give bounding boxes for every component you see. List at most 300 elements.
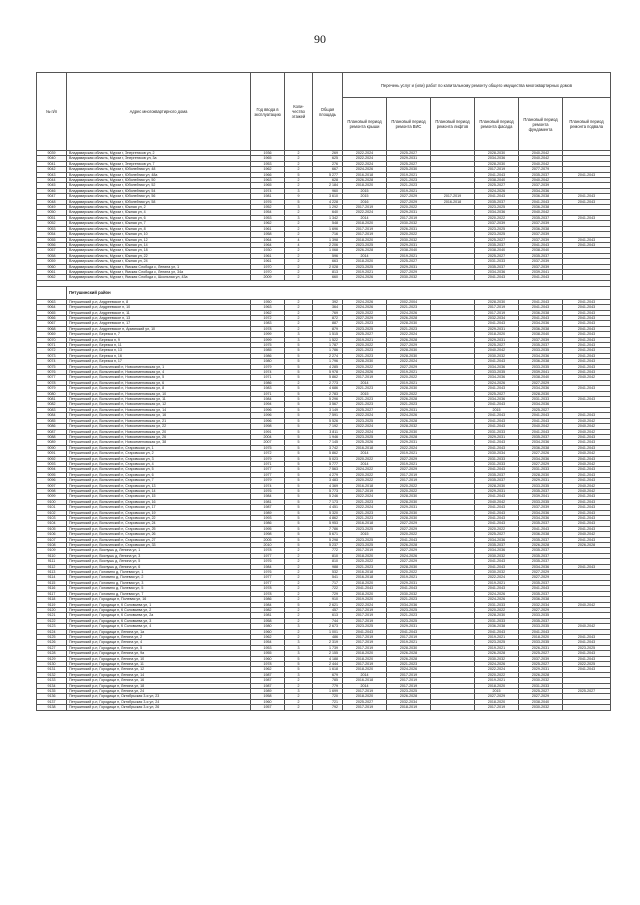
row-floors-cell: 5	[285, 521, 313, 526]
row-year-cell: 1960	[251, 656, 285, 661]
row-roof-cell: 2014	[343, 215, 387, 220]
row-year-cell: 1991	[251, 429, 285, 434]
row-facade-cell: 2041-2043	[475, 445, 519, 450]
row-basement-cell: 2041-2043	[563, 215, 611, 220]
row-number-cell: 9081	[37, 397, 67, 402]
row-roof-cell: 2023-2025	[343, 434, 387, 439]
row-facade-cell: 2041-2043	[475, 418, 519, 423]
row-number-cell: 9085	[37, 418, 67, 423]
row-floors-cell: 5	[285, 359, 313, 364]
row-facade-cell: 2030-2032	[475, 353, 519, 358]
row-foundation-cell: 2041-2043	[519, 315, 563, 320]
row-foundation-cell: 2038-2040	[519, 332, 563, 337]
row-year-cell: 1970	[251, 269, 285, 274]
row-address-cell: Петушинский р-н, Вольгинский п, Новосеменовская ул, 6	[67, 380, 251, 385]
row-year-cell: 1974	[251, 188, 285, 193]
row-number-cell: 9128	[37, 651, 67, 656]
row-address-cell: Петушинский р-н, Вольгинский п, Старовская ул, 19	[67, 510, 251, 515]
header-vis-period: Плановый период ремонта ВИС	[387, 98, 431, 151]
row-address-cell: Петушинский р-н, Городищи п, К Соловьева ул, 4	[67, 624, 251, 629]
row-roof-cell: 2014	[343, 253, 387, 258]
row-floors-cell: 2	[285, 326, 313, 331]
row-basement-cell: 2040-2042	[563, 488, 611, 493]
row-number-cell: 9114	[37, 575, 67, 580]
row-facade-cell: 2041-2043	[475, 494, 519, 499]
row-foundation-cell: 2026-2028	[519, 543, 563, 548]
row-area-cell: 887	[313, 321, 343, 326]
row-foundation-cell: 2034-2036	[519, 440, 563, 445]
row-facade-cell: 2041-2043	[475, 386, 519, 391]
row-facade-cell: 2034-2036	[475, 210, 519, 215]
row-number-cell: 9099	[37, 494, 67, 499]
row-roof-cell: 2022-2024	[343, 602, 387, 607]
row-number-cell: 9088	[37, 434, 67, 439]
row-floors-cell: 5	[285, 418, 313, 423]
row-basement-cell: 2041-2043	[563, 305, 611, 310]
section-murom	[37, 151, 611, 281]
row-year-cell: 1953	[251, 645, 285, 650]
row-number-cell: 9052	[37, 221, 67, 226]
row-vis-cell: 2028-2030	[387, 386, 431, 391]
row-address-cell: Владимирская область, Муром г, Южная ул, 14	[67, 242, 251, 247]
row-basement-cell: 2026-2028	[563, 543, 611, 548]
row-vis-cell: 2023-2025	[387, 618, 431, 623]
row-foundation-cell: 2026-2028	[519, 672, 563, 677]
row-roof-cell: 2017-2019	[343, 705, 387, 710]
row-area-cell: 5 526	[313, 418, 343, 423]
row-area-cell: 1 786	[313, 348, 343, 353]
row-area-cell: 1 618	[313, 667, 343, 672]
row-roof-cell: 2025-2027	[343, 407, 387, 412]
row-address-cell: Петушинский р-н, Березка п, 9	[67, 337, 251, 342]
row-number-cell: 9131	[37, 667, 67, 672]
row-vis-cell: 2027-2029	[387, 343, 431, 348]
row-basement-cell: 2041-2043	[563, 242, 611, 247]
row-facade-cell: 2023-2025	[475, 640, 519, 645]
row-roof-cell: 2024-2026	[343, 275, 387, 280]
row-floors-cell: 4	[285, 242, 313, 247]
row-area-cell: 5 277	[313, 172, 343, 177]
row-year-cell: 1998	[251, 532, 285, 537]
row-area-cell: 3 149	[313, 407, 343, 412]
row-foundation-cell: 2037-2039	[519, 337, 563, 342]
row-basement-cell: 2041-2043	[563, 359, 611, 364]
row-vis-cell: 2028-2030	[387, 516, 431, 521]
row-floors-cell: 5	[285, 478, 313, 483]
row-number-cell: 9069	[37, 332, 67, 337]
row-vis-cell: 2041-2043	[387, 537, 431, 542]
row-floors-cell: 2	[285, 597, 313, 602]
row-number-cell: 9084	[37, 413, 67, 418]
row-address-cell: Петушинский р-н, Головино д, Полевая ул, 7	[67, 591, 251, 596]
row-floors-cell: 5	[285, 494, 313, 499]
row-number-cell: 9070	[37, 337, 67, 342]
row-roof-cell: 2022-2024	[343, 151, 387, 156]
row-area-cell: 4 686	[313, 386, 343, 391]
header-year: Год ввода в эксплуатацию	[251, 73, 285, 151]
row-roof-cell: 2020-2022	[343, 364, 387, 369]
row-facade-cell: 2034-2036	[475, 364, 519, 369]
row-basement-cell	[563, 705, 611, 710]
row-area-cell: 2 444	[313, 661, 343, 666]
row-year-cell: 1971	[251, 375, 285, 380]
row-year-cell: 1986	[251, 597, 285, 602]
row-area-cell: 541	[313, 575, 343, 580]
row-year-cell: 1987	[251, 678, 285, 683]
row-area-cell: 1 522	[313, 337, 343, 342]
row-vis-cell: 2019-2021	[387, 575, 431, 580]
row-floors-cell: 2	[285, 705, 313, 710]
row-address-cell: Петушинский р-н, Березка п, 17	[67, 359, 251, 364]
row-address-cell: Петушинский р-н, Головино д, Полевая ул, 1	[67, 570, 251, 575]
row-facade-cell: 2041-2043	[475, 413, 519, 418]
row-facade-cell: 2031-2033	[475, 461, 519, 466]
row-vis-cell: 2027-2029	[387, 526, 431, 531]
row-floors-cell: 2	[285, 275, 313, 280]
row-year-cell: 1971	[251, 391, 285, 396]
row-area-cell: 722	[313, 586, 343, 591]
row-roof-cell: 2027-2029	[343, 315, 387, 320]
row-number-cell: 9095	[37, 472, 67, 477]
row-roof-cell: 2022-2024	[343, 156, 387, 161]
row-vis-cell: 2017-2019	[387, 215, 431, 220]
row-roof-cell: 2018-2020	[343, 553, 387, 558]
row-number-cell: 9055	[37, 237, 67, 242]
row-vis-cell: 2019-2021	[387, 640, 431, 645]
row-area-cell: 4 188	[313, 656, 343, 661]
row-area-cell: 548	[313, 221, 343, 226]
row-roof-cell: 2016-2018	[343, 575, 387, 580]
row-basement-cell: 2041-2043	[563, 172, 611, 177]
row-facade-cell: 2034-2036	[475, 397, 519, 402]
row-roof-cell: 2017-2019	[343, 205, 387, 210]
row-facade-cell: 2015	[475, 407, 519, 412]
row-address-cell: Петушинский р-н, Головино д, Полевая ул, 3	[67, 580, 251, 585]
row-floors-cell: 2	[285, 553, 313, 558]
row-foundation-cell: 2041-2043	[519, 413, 563, 418]
row-foundation-cell: 2036-2038	[519, 205, 563, 210]
row-area-cell: 276	[313, 161, 343, 166]
row-roof-cell: 2025-2027	[343, 699, 387, 704]
row-basement-cell: 2041-2043	[563, 667, 611, 672]
row-roof-cell: 2041-2043	[343, 629, 387, 634]
row-floors-cell: 5	[285, 199, 313, 204]
header-number: № п/п	[37, 73, 67, 151]
row-number-cell: 9123	[37, 624, 67, 629]
row-area-cell: 720	[313, 694, 343, 699]
row-basement-cell: 2041-2043	[563, 537, 611, 542]
row-number-cell: 9135	[37, 689, 67, 694]
row-address-cell: Петушинский р-н, Березка п, 16	[67, 353, 251, 358]
row-number-cell: 9126	[37, 640, 67, 645]
row-floors-cell: 2	[285, 613, 313, 618]
row-foundation-cell: 2037-2039	[519, 264, 563, 269]
row-basement-cell: 2041-2043	[563, 326, 611, 331]
row-floors-cell: 3	[285, 205, 313, 210]
row-number-cell: 9060	[37, 264, 67, 269]
row-foundation-cell: 2025-2027	[519, 651, 563, 656]
row-basement-cell: 2041-2043	[563, 634, 611, 639]
row-roof-cell: 2021-2023	[343, 321, 387, 326]
row-floors-cell: 5	[285, 602, 313, 607]
row-address-cell: Петушинский р-н, Вольгинский п, Старовская ул, 14	[67, 488, 251, 493]
row-address-cell: Владимирская область, Муром г, Южная ул, 24	[67, 259, 251, 264]
row-roof-cell: 2023-2025	[343, 326, 387, 331]
row-floors-cell: 5	[285, 499, 313, 504]
row-number-cell: 9125	[37, 634, 67, 639]
row-foundation-cell: 2035-2037	[519, 537, 563, 542]
repair-schedule-sheet	[36, 72, 610, 711]
row-year-cell: 1987	[251, 505, 285, 510]
row-vis-cell: 2017-2019	[387, 478, 431, 483]
row-area-cell: 457	[313, 607, 343, 612]
row-foundation-cell: 2038-2040	[519, 699, 563, 704]
row-basement-cell: 2041-2043	[563, 564, 611, 569]
row-roof-cell: 2018-2020	[343, 591, 387, 596]
row-year-cell: 1962	[251, 634, 285, 639]
row-number-cell: 9068	[37, 326, 67, 331]
row-floors-cell: 5	[285, 537, 313, 542]
row-foundation-cell: 2037-2039	[519, 505, 563, 510]
row-facade-cell: 2017-2019	[475, 305, 519, 310]
row-floors-cell: 5	[285, 402, 313, 407]
row-facade-cell: 2041-2043	[475, 321, 519, 326]
row-address-cell: Петушинский р-н, Вольгинский п, Новосеменовская ул, 26	[67, 434, 251, 439]
row-year-cell: 1962	[251, 667, 285, 672]
row-facade-cell: 2041-2043	[475, 510, 519, 515]
row-basement-cell: 2040-2042	[563, 602, 611, 607]
row-number-cell: 9109	[37, 548, 67, 553]
row-roof-cell: 2024-2026	[343, 370, 387, 375]
row-vis-cell: 2022-2024	[387, 359, 431, 364]
row-year-cell: 1960	[251, 699, 285, 704]
row-area-cell: 2 274	[313, 353, 343, 358]
row-vis-cell: 2029-2031	[387, 264, 431, 269]
row-floors-cell: 2	[285, 559, 313, 564]
row-area-cell: 5 773	[313, 488, 343, 493]
row-area-cell: 2 621	[313, 602, 343, 607]
row-foundation-cell: 2027-2029	[519, 607, 563, 612]
row-facade-cell: 2017-2019	[475, 310, 519, 315]
row-area-cell: 3 811	[313, 429, 343, 434]
row-year-cell: 1980	[251, 624, 285, 629]
row-roof-cell: 2023-2025	[343, 242, 387, 247]
row-area-cell: 4 451	[313, 505, 343, 510]
row-number-cell: 9064	[37, 305, 67, 310]
row-vis-cell: 2020-2022	[387, 375, 431, 380]
row-vis-cell: 2026-2028	[387, 397, 431, 402]
row-facade-cell: 2034-2036	[475, 156, 519, 161]
row-address-cell: Петушинский р-н, Воспушь д, Ленина ул, 6	[67, 564, 251, 569]
row-basement-cell: 2041-2043	[563, 413, 611, 418]
row-year-cell: 1960	[251, 629, 285, 634]
row-foundation-cell: 2033-2035	[519, 640, 563, 645]
row-floors-cell: 5	[285, 505, 313, 510]
row-area-cell: 2 773	[313, 380, 343, 385]
row-vis-cell: 2019-2021	[387, 461, 431, 466]
row-foundation-cell: 2037-2039	[519, 259, 563, 264]
row-vis-cell: 2026-2028	[387, 543, 431, 548]
row-floors-cell: 5	[285, 370, 313, 375]
row-foundation-cell: 2035-2037	[519, 618, 563, 623]
row-floors-cell: 5	[285, 656, 313, 661]
row-vis-cell: 2027-2029	[387, 199, 431, 204]
row-number-cell: 9090	[37, 445, 67, 450]
row-roof-cell: 2020-2022	[343, 456, 387, 461]
row-floors-cell: 5	[285, 413, 313, 418]
row-floors-cell: 3	[285, 640, 313, 645]
row-area-cell: 5 862	[313, 451, 343, 456]
row-vis-cell: 2021-2023	[387, 402, 431, 407]
row-foundation-cell: 2039-2041	[519, 370, 563, 375]
row-vis-cell: 2017-2019	[387, 472, 431, 477]
row-address-cell: Петушинский р-н, Вольгинский п, Новосеменовская ул, 38	[67, 440, 251, 445]
row-facade-cell: 2034-2036	[475, 375, 519, 380]
row-number-cell: 9072	[37, 348, 67, 353]
row-basement-cell: 2041-2043	[563, 199, 611, 204]
row-facade-cell: 2035-2037	[475, 543, 519, 548]
row-floors-cell: 2	[285, 259, 313, 264]
row-vis-cell: 2028-2030	[387, 353, 431, 358]
row-facade-cell: 2041-2043	[475, 586, 519, 591]
row-basement-cell: 2041-2043	[563, 656, 611, 661]
row-area-cell: 1 739	[313, 645, 343, 650]
row-year-cell: 1957	[251, 705, 285, 710]
row-area-cell: 988	[313, 564, 343, 569]
row-vis-cell: 2028-2030	[387, 429, 431, 434]
row-facade-cell: 2031-2033	[475, 602, 519, 607]
row-roof-cell: 2017-2019	[343, 618, 387, 623]
row-vis-cell: 2021-2023	[387, 661, 431, 666]
row-area-cell: 660	[313, 275, 343, 280]
row-floors-cell: 5	[285, 467, 313, 472]
row-area-cell: 596	[313, 253, 343, 258]
row-floors-cell: 2	[285, 151, 313, 156]
row-vis-cell: 2021-2023	[387, 305, 431, 310]
row-area-cell: 4 279	[313, 472, 343, 477]
row-area-cell: 5 296	[313, 397, 343, 402]
row-facade-cell: 2041-2043	[475, 564, 519, 569]
row-foundation-cell: 2035-2037	[519, 343, 563, 348]
row-floors-cell: 2	[285, 269, 313, 274]
row-number-cell: 9077	[37, 375, 67, 380]
row-roof-cell: 2018-2020	[343, 237, 387, 242]
row-number-cell: 9086	[37, 424, 67, 429]
row-facade-cell: 2037-2039	[475, 221, 519, 226]
row-floors-cell: 2	[285, 629, 313, 634]
row-foundation-cell: 2035-2037	[519, 172, 563, 177]
row-area-cell: 7 786	[313, 526, 343, 531]
row-facade-cell: 2030-2034	[475, 451, 519, 456]
row-facade-cell: 2025-2027	[475, 253, 519, 258]
row-area-cell: 1 068	[313, 248, 343, 253]
row-vis-cell: 2019-2021	[387, 451, 431, 456]
row-address-cell: Петушинский р-н, Вольгинский п, Старовская ул, 6	[67, 472, 251, 477]
row-facade-cell: 2028-2030	[475, 161, 519, 166]
row-vis-cell: 2024-2026	[387, 553, 431, 558]
row-floors-cell: 2	[285, 321, 313, 326]
row-number-cell: 9127	[37, 645, 67, 650]
row-address-cell: Петушинский р-н, Андреевское п, Армянский ул, 10	[67, 326, 251, 331]
section-petushki	[37, 299, 611, 710]
row-roof-cell: 2018-2020	[343, 183, 387, 188]
row-address-cell: Владимирская область, Муром г, Южная ул, 7	[67, 221, 251, 226]
row-basement-cell: 2041-2043	[563, 494, 611, 499]
row-vis-cell: 2028-2032	[387, 424, 431, 429]
row-roof-cell: 2016	[343, 199, 387, 204]
row-basement-cell: 2041-2043	[563, 370, 611, 375]
row-floors-cell: 2	[285, 580, 313, 585]
row-year-cell: 1976	[251, 570, 285, 575]
row-roof-cell: 2021-2023	[343, 348, 387, 353]
row-roof-cell: 2022-2024	[343, 424, 387, 429]
row-number-cell: 9061	[37, 269, 67, 274]
row-number-cell: 9076	[37, 370, 67, 375]
row-facade-cell: 2022-2024	[475, 575, 519, 580]
row-number-cell: 9089	[37, 440, 67, 445]
row-number-cell: 9111	[37, 559, 67, 564]
row-floors-cell: 3	[285, 332, 313, 337]
row-foundation-cell: 2030-2032	[519, 705, 563, 710]
row-roof-cell: 2041-2043	[343, 586, 387, 591]
row-basement-cell: 2041-2043	[563, 315, 611, 320]
row-roof-cell: 2022-2024	[343, 505, 387, 510]
row-vis-cell: 2025-2027	[387, 259, 431, 264]
row-vis-cell: 2041-2043	[387, 629, 431, 634]
row-number-cell: 9044	[37, 178, 67, 183]
row-vis-cell: 2032-2034	[387, 699, 431, 704]
row-year-cell: 1983	[251, 386, 285, 391]
row-address-cell: Владимирская область, Муром г, Южная ул, 6	[67, 215, 251, 220]
row-area-cell: 1 292	[313, 205, 343, 210]
row-vis-cell: 2028-2030	[387, 564, 431, 569]
row-vis-cell: 2029-2031	[387, 156, 431, 161]
row-year-cell: 1961	[251, 226, 285, 231]
row-number-cell: 9083	[37, 407, 67, 412]
row-foundation-cell: 2033-2035	[519, 613, 563, 618]
row-roof-cell: 2022-2024	[343, 494, 387, 499]
row-year-cell: 1975	[251, 445, 285, 450]
row-facade-cell: 2020-2022	[475, 672, 519, 677]
row-year-cell: 1954	[251, 210, 285, 215]
section-petushki-heading	[37, 280, 611, 299]
row-number-cell: 9092	[37, 456, 67, 461]
row-year-cell: 1981	[251, 613, 285, 618]
row-year-cell: 1977	[251, 467, 285, 472]
row-roof-cell: 2017-2019	[343, 640, 387, 645]
row-roof-cell: 2017-2019	[343, 689, 387, 694]
row-foundation-cell: 2034-2036	[519, 353, 563, 358]
row-basement-cell: 2041-2043	[563, 299, 611, 304]
row-year-cell: 1983	[251, 321, 285, 326]
row-facade-cell: 2024-2026	[475, 380, 519, 385]
row-foundation-cell: 2035-2037	[519, 215, 563, 220]
row-roof-cell: 2023-2025	[343, 526, 387, 531]
row-vis-cell: 2034-2036	[387, 602, 431, 607]
row-address-cell: Петушинский р-н, Вольгинский п, Старовская ул, 17	[67, 505, 251, 510]
row-roof-cell: 2020-2022	[343, 343, 387, 348]
row-basement-cell: 2041-2043	[563, 516, 611, 521]
row-area-cell: 810	[313, 553, 343, 558]
row-address-cell: Петушинский р-н, Березка п, 11	[67, 343, 251, 348]
row-foundation-cell: 2035-2037	[519, 580, 563, 585]
row-foundation-cell: 2032-2034	[519, 602, 563, 607]
row-year-cell: 1958	[251, 232, 285, 237]
row-foundation-cell: 2036-2038	[519, 194, 563, 199]
row-foundation-cell: 2041-2043	[519, 526, 563, 531]
row-vis-cell: 2027-2029	[387, 521, 431, 526]
row-floors-cell: 5	[285, 440, 313, 445]
